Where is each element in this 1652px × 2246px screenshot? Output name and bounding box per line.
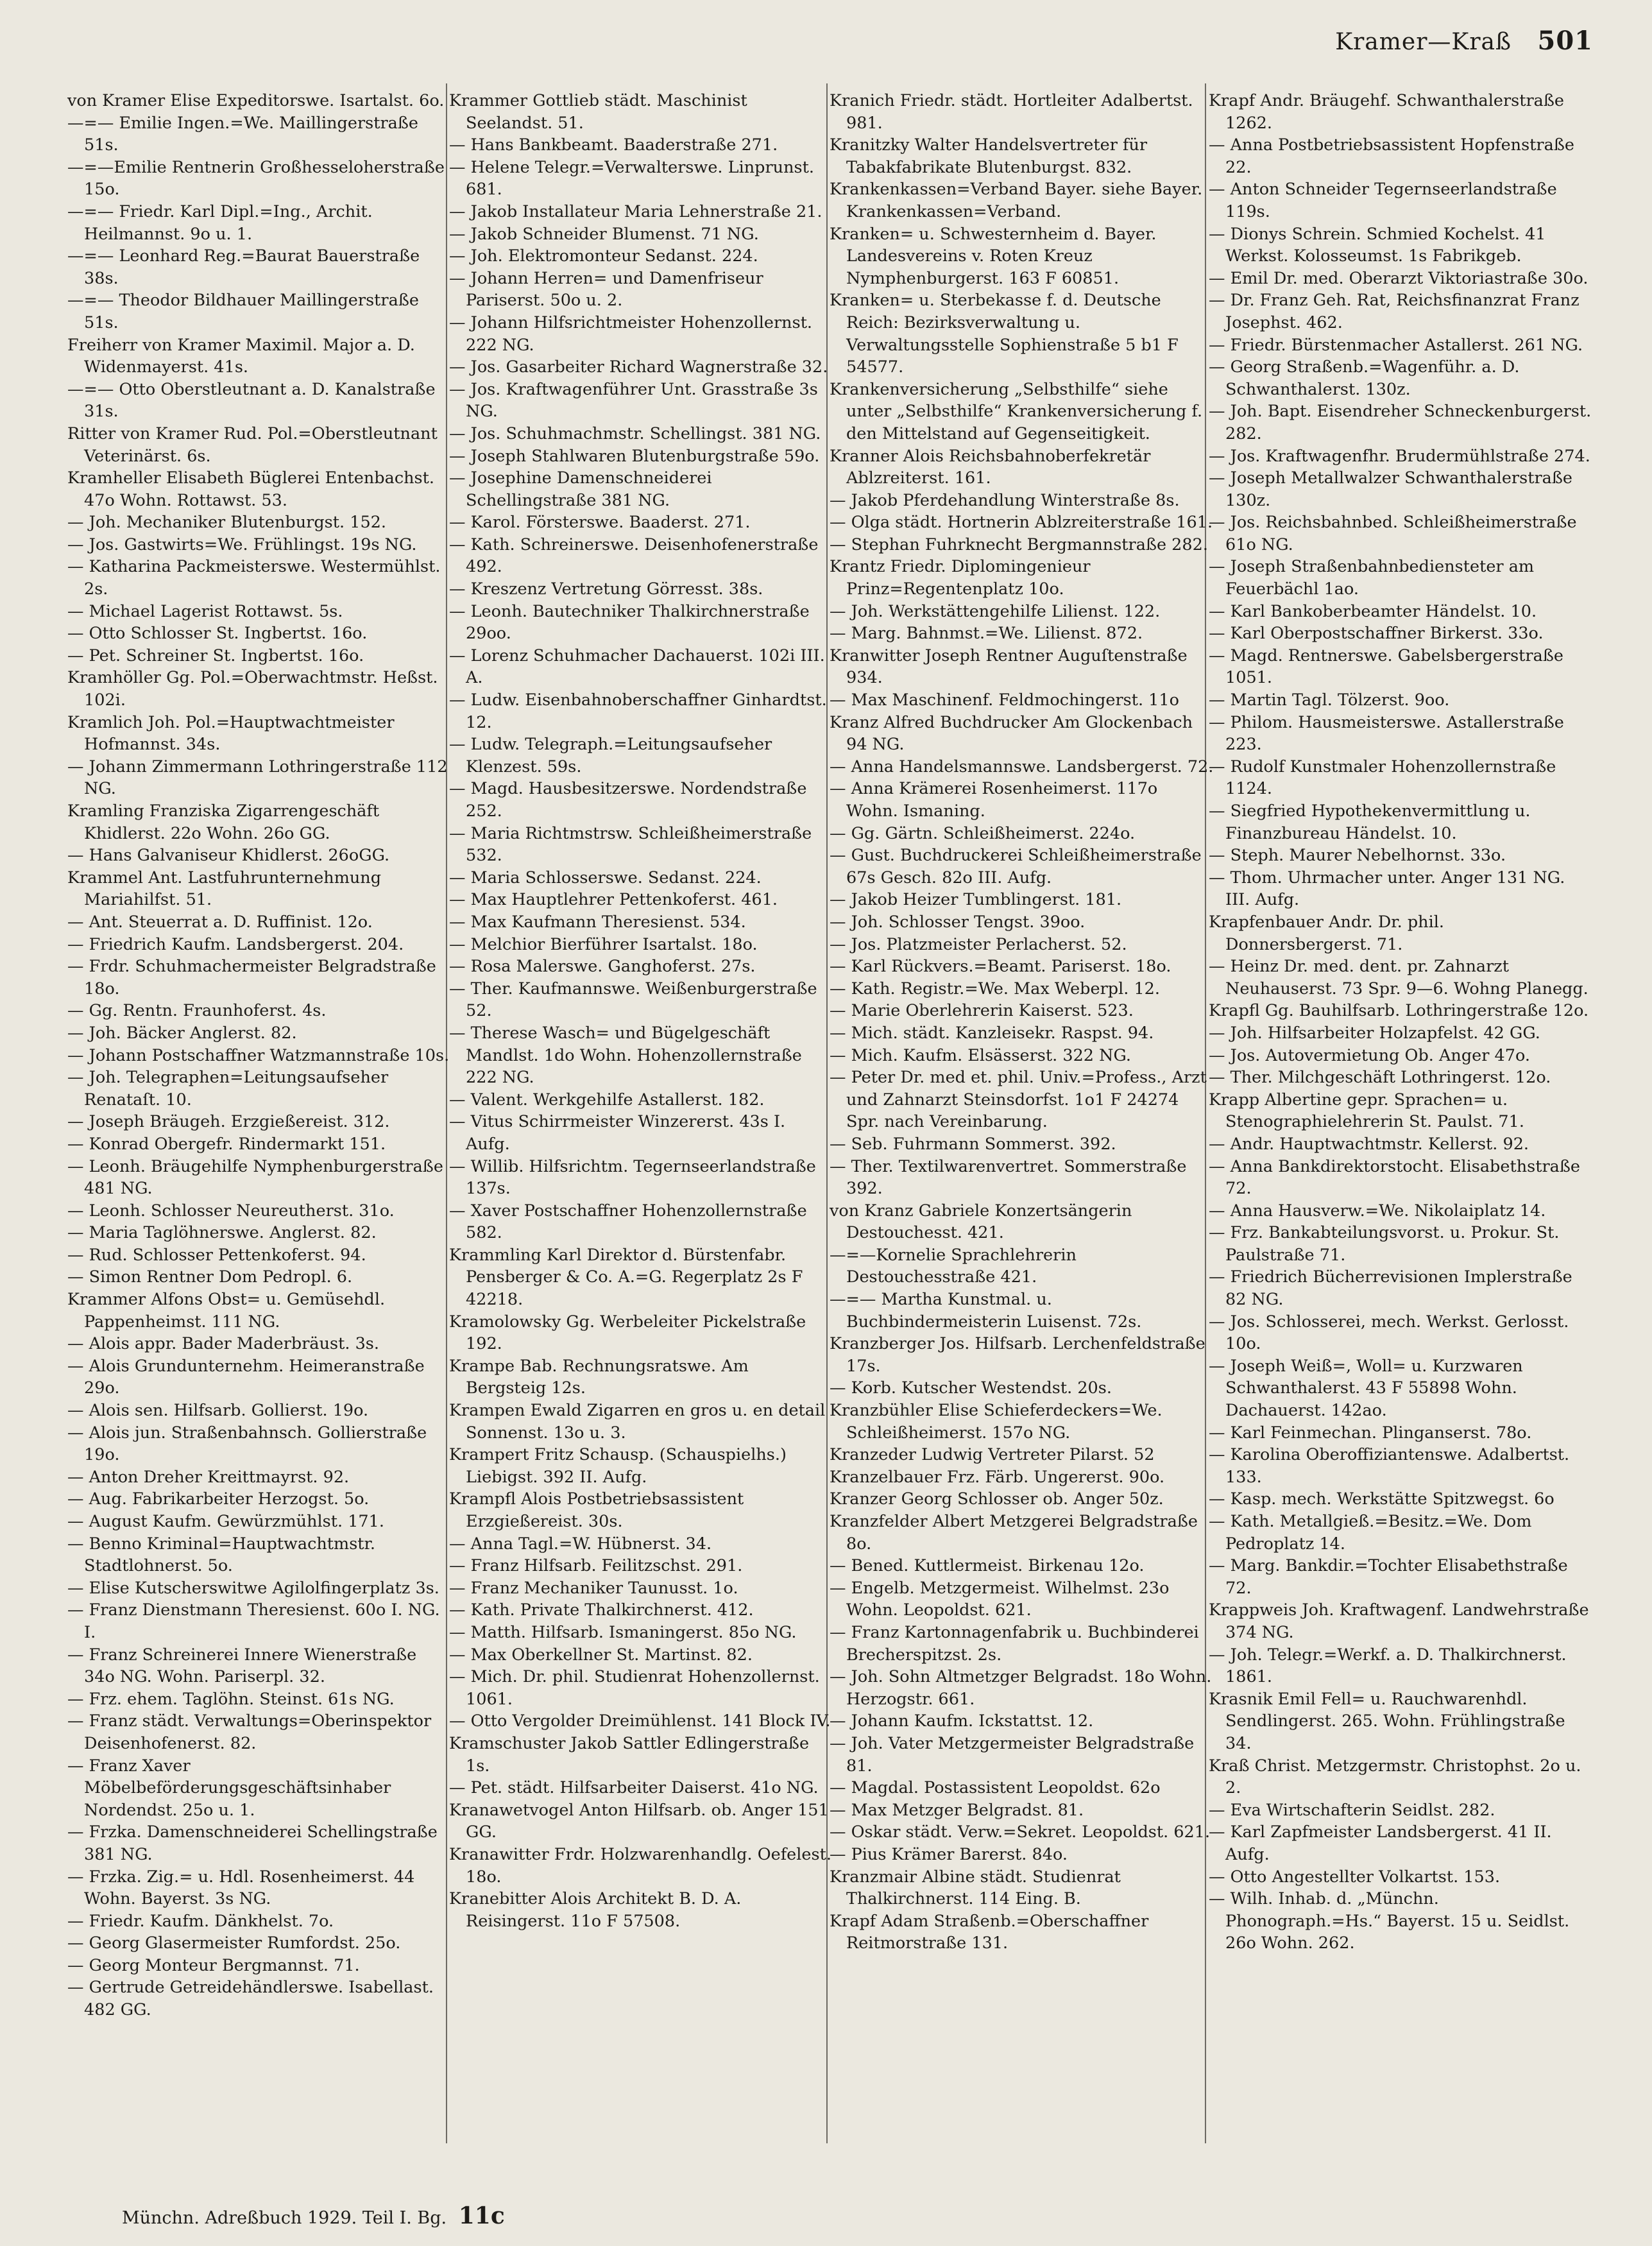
directory-entry: — Mich. städt. Kanzleisekr. Raspst. 94.: [830, 1023, 1154, 1043]
directory-entry: — Georg Monteur Bergmannst. 71.: [67, 1955, 360, 1975]
directory-entry: — Martin Tagl. Tölzerst. 9oo.: [1209, 690, 1450, 710]
directory-entry: — Joseph Stahlwaren Blutenburgstraße 59o.: [449, 446, 820, 466]
directory-entry: — Joh. Werkstättengehilfe Lilienst. 122.: [830, 601, 1161, 621]
directory-entry: — Konrad Obergefr. Rindermarkt 151.: [67, 1134, 386, 1154]
directory-entry: — Olga städt. Hortnerin Ablzreiterstraße 161.: [830, 513, 1213, 533]
directory-entry: von Kranz Gabriele Konzertsängerin Destouchesst. 421.: [830, 1201, 1132, 1243]
directory-entry: — Frz. Bankabteilungsvorst. u. Prokur. St. Paulstraße 71.: [1209, 1223, 1560, 1265]
directory-entry: Krampert Fritz Schausp. (Schauspielhs.) Liebigst. 392 II. Aufg.: [449, 1445, 787, 1487]
directory-entry: — Anna Tagl.=W. Hübnerst. 34.: [449, 1534, 712, 1554]
directory-entry: — Friedrich Kaufm. Landsbergerst. 204.: [67, 934, 404, 954]
directory-entry: — Frzka. Zig.= u. Hdl. Rosenheimerst. 44 Wohn. Bayerst. 3s NG.: [67, 1867, 415, 1909]
directory-entry: —=— Emilie Ingen.=We. Maillingerstraße 51s.: [67, 113, 418, 155]
directory-entry: Krapf Andr. Bräugehf. Schwanthalerstraße 1262.: [1209, 91, 1564, 133]
directory-entry: — Kreszenz Vertretung Görresst. 38s.: [449, 579, 763, 599]
directory-entry: — Johann Hilfsrichtmeister Hohenzollernst. 222 NG.: [449, 313, 813, 355]
directory-entry: — Matth. Hilfsarb. Ismaningerst. 85o NG.: [449, 1622, 797, 1642]
directory-entry: — Therese Wasch= und Bügelgeschäft Mandlst. 1do Wohn. Hohenzollernstraße 222 NG.: [449, 1023, 802, 1088]
directory-entry: Krankenversicherung „Selbsthilfe“ siehe unter „Selbsthilfe“ Krankenversicherung f. den Mittelstand auf Gegenseitigkeit.: [830, 379, 1203, 443]
directory-entry: — Gg. Rentn. Fraunhoferst. 4s.: [67, 1001, 327, 1021]
directory-entry: — Rudolf Kunstmaler Hohenzollernstraße 1124.: [1209, 757, 1556, 799]
directory-entry: — Steph. Maurer Nebelhornst. 33o.: [1209, 846, 1506, 866]
directory-entry: Kramhöller Gg. Pol.=Oberwachtmstr. Heßst. 102i.: [67, 668, 438, 710]
directory-entry: — Maria Richtmstrsw. Schleißheimerstraße 532.: [449, 823, 812, 866]
directory-entry: — Leonh. Bräugehilfe Nymphenburgerstraße 481 NG.: [67, 1156, 443, 1199]
directory-entry: Krappweis Joh. Kraftwagenf. Landwehrstraße 374 NG.: [1209, 1600, 1589, 1642]
directory-entry: Kranawetvogel Anton Hilfsarb. ob. Anger 151 GG.: [449, 1800, 829, 1842]
directory-entry: — Max Hauptlehrer Pettenkoferst. 461.: [449, 890, 778, 910]
directory-entry: — Joh. Mechaniker Blutenburgst. 152.: [67, 513, 387, 533]
directory-entry: Krampen Ewald Zigarren en gros u. en detail Sonnenst. 13o u. 3.: [449, 1401, 826, 1443]
signature-mark: 11c: [458, 2202, 505, 2229]
running-head: [1335, 26, 1593, 56]
directory-entry: — Xaver Postschaffner Hohenzollernstraße 582.: [449, 1201, 807, 1243]
directory-entry: Krammling Karl Direktor d. Bürstenfabr. Pensberger & Co. A.=G. Regerplatz 2s F 42218.: [449, 1245, 803, 1310]
directory-entry: — August Kaufm. Gewürzmühlst. 171.: [67, 1512, 384, 1531]
directory-entry: Kraß Christ. Metzgermstr. Christophst. 2o u. 2.: [1209, 1756, 1581, 1798]
directory-entry: — Mich. Dr. phil. Studienrat Hohenzollernst. 1061.: [449, 1667, 820, 1709]
directory-entry: — Valent. Werkgehilfe Astallerst. 182.: [449, 1090, 765, 1110]
directory-entry: — Leonh. Schlosser Neureutherst. 31o.: [67, 1201, 395, 1221]
directory-entry: —=— Martha Kunstmal. u. Buchbindermeisterin Luisenst. 72s.: [830, 1290, 1142, 1332]
directory-entry: — Seb. Fuhrmann Sommerst. 392.: [830, 1134, 1116, 1154]
directory-entry: — Andr. Hauptwachtmstr. Kellerst. 92.: [1209, 1134, 1529, 1154]
directory-entry: — Karl Oberpostschaffner Birkerst. 33o.: [1209, 624, 1544, 644]
directory-entry: — Eva Wirtschafterin Seidlst. 282.: [1209, 1800, 1495, 1820]
directory-entry: — Joseph Bräugeh. Erzgießereist. 312.: [67, 1112, 390, 1132]
directory-entry: — Karl Rückvers.=Beamt. Pariserst. 18o.: [830, 957, 1171, 977]
directory-entry: — Kath. Schreinerswe. Deisenhofenerstraße 492.: [449, 535, 819, 577]
directory-entry: — Stephan Fuhrknecht Bergmannstraße 282.: [830, 535, 1208, 554]
page-footer: [122, 2202, 505, 2229]
directory-entry: — Simon Rentner Dom Pedropl. 6.: [67, 1267, 353, 1287]
directory-entry: — Otto Schlosser St. Ingbertst. 16o.: [67, 624, 368, 644]
directory-entry: Kranzbühler Elise Schieferdeckers=We. Schleißheimerst. 157o NG.: [830, 1401, 1162, 1443]
directory-entry: — Karl Feinmechan. Plinganserst. 78o.: [1209, 1423, 1532, 1443]
directory-entry: — Otto Vergolder Dreimühlenst. 141 Block IV.: [449, 1711, 831, 1731]
directory-entry: von Kramer Elise Expeditorswe. Isartalst. 6o.: [67, 91, 445, 110]
directory-entry: — Alois sen. Hilfsarb. Gollierst. 19o.: [67, 1401, 369, 1421]
directory-entry: — Ther. Kaufmannswe. Weißenburgerstraße 52.: [449, 979, 817, 1021]
directory-entry: — Ant. Steuerrat a. D. Ruffinist. 12o.: [67, 912, 373, 932]
directory-entry: Krankenkassen=Verband Bayer. siehe Bayer. Krankenkassen=Verband.: [830, 180, 1203, 221]
directory-entry: — Jos. Platzmeister Perlacherst. 52.: [830, 934, 1127, 954]
directory-entry: — Magdal. Postassistent Leopoldst. 62o: [830, 1778, 1161, 1798]
directory-entry: — Aug. Fabrikarbeiter Herzogst. 5o.: [67, 1489, 370, 1509]
directory-entry: — Friedrich Bücherrevisionen Implerstraße 82 NG.: [1209, 1267, 1572, 1310]
directory-entry: — Joh. Bapt. Eisendreher Schneckenburgerst. 282.: [1209, 402, 1592, 443]
directory-entry: —=— Leonhard Reg.=Baurat Bauerstraße 38s.: [67, 246, 420, 288]
directory-entry: — Jakob Heizer Tumblingerst. 181.: [830, 890, 1122, 910]
directory-entry: — Frzka. Damenschneiderei Schellingstraße 381 NG.: [67, 1822, 438, 1864]
directory-entry: — Joh. Telegraphen=Leitungsaufseher Renataſt. 10.: [67, 1068, 389, 1110]
directory-entry: — Frdr. Schuhmachermeister Belgradstraße 18o.: [67, 957, 436, 999]
directory-entry: — Anna Bankdirektorstocht. Elisabethstraße 72.: [1209, 1156, 1580, 1199]
directory-entry: Kranner Alois Reichsbahnoberfekretär Ablzreiterst. 161.: [830, 446, 1151, 488]
directory-entry: — Engelb. Metzgermeist. Wilhelmst. 23o Wohn. Leopoldst. 621.: [830, 1578, 1170, 1620]
directory-entry: — Maria Schlosserswe. Sedanst. 224.: [449, 868, 762, 887]
directory-entry: — Wilh. Inhab. d. „Münchn. Phonograph.=Hs.“ Bayerst. 15 u. Seidlst. 26o Wohn. 262.: [1209, 1889, 1570, 1953]
directory-entry: — Franz Schreinerei Innere Wienerstraße 34o NG. Wohn. Pariserpl. 32.: [67, 1645, 417, 1687]
directory-entry: Kramlich Joh. Pol.=Hauptwachtmeister Hofmannst. 34s.: [67, 712, 395, 755]
directory-entry: — Joseph Weiß=, Woll= u. Kurzwaren Schwanthalerst. 43 F 55898 Wohn. Dachauerst. 142ao.: [1209, 1356, 1523, 1421]
directory-entry: — Hans Bankbeamt. Baaderstraße 271.: [449, 135, 778, 155]
directory-entry: — Maria Taglöhnerswe. Anglerst. 82.: [67, 1223, 377, 1243]
directory-entry: — Rosa Malerswe. Ganghoferst. 27s.: [449, 957, 756, 977]
directory-entry: Kranitzky Walter Handelsvertreter für Tabakfabrikate Blutenburgst. 832.: [830, 135, 1148, 177]
directory-entry: — Friedr. Bürstenmacher Astallerst. 261 NG.: [1209, 335, 1583, 355]
directory-entry: — Benno Kriminal=Hauptwachtmstr. Stadtlohnerst. 5o.: [67, 1534, 376, 1576]
directory-entry: Krapf Adam Straßenb.=Oberschaffner Reitmorstraße 131.: [830, 1911, 1149, 1953]
directory-entry: — Siegfried Hypothekenvermittlung u. Finanzbureau Händelst. 10.: [1209, 802, 1531, 843]
directory-entry: — Dr. Franz Geh. Rat, Reichsfinanzrat Franz Josephst. 462.: [1209, 291, 1580, 332]
directory-entry: — Dionys Schrein. Schmied Kochelst. 41 Werkst. Kolosseumst. 1s Fabrikgeb.: [1209, 224, 1546, 266]
directory-entry: Kranzeder Ludwig Vertreter Pilarst. 52: [830, 1445, 1155, 1465]
directory-entry: — Johann Zimmermann Lothringerstraße 112 NG.: [67, 757, 448, 799]
directory-entry: Kranzmair Albine städt. Studienrat Thalkirchnerst. 114 Eing. B.: [830, 1867, 1121, 1909]
directory-entry: — Johann Kaufm. Ickstattst. 12.: [830, 1711, 1094, 1731]
directory-entry: Krapp Albertine gepr. Sprachen= u. Stenographielehrerin St. Paulst. 71.: [1209, 1090, 1524, 1132]
directory-entry: Krammer Gottlieb städt. Maschinist Seelandst. 51.: [449, 91, 747, 133]
directory-entry: Kranebitter Alois Architekt B. D. A. Reisingerst. 11o F 57508.: [449, 1889, 742, 1931]
directory-entry: — Hans Galvaniseur Khidlerst. 26oGG.: [67, 846, 390, 866]
directory-entry: — Peter Dr. med et. phil. Univ.=Profess., Arzt und Zahnarzt Steinsdorfst. 1o1 F 24274 Spr. nach Vereinbarung.: [830, 1068, 1207, 1132]
directory-entry: Kranzberger Jos. Hilfsarb. Lerchenfeldstraße 17s.: [830, 1334, 1205, 1376]
directory-entry: — Georg Glasermeister Rumfordst. 25o.: [67, 1933, 401, 1953]
directory-entry: Kramolowsky Gg. Werbeleiter Pickelstraße 192.: [449, 1312, 806, 1354]
directory-entry: — Franz städt. Verwaltungs=Oberinspektor Deisenhofenerst. 82.: [67, 1711, 432, 1753]
directory-entry: — Joseph Metallwalzer Schwanthalerstraße 130z.: [1209, 468, 1572, 510]
directory-entry: — Jos. Gasarbeiter Richard Wagnerstraße 32.: [449, 357, 828, 377]
directory-entry: — Joh. Telegr.=Werkf. a. D. Thalkirchnerst. 1861.: [1209, 1645, 1567, 1687]
directory-entry: — Jakob Pferdehandlung Winterstraße 8s.: [830, 490, 1180, 510]
directory-entry: — Max Metzger Belgradst. 81.: [830, 1800, 1084, 1820]
directory-entry: — Joh. Vater Metzgermeister Belgradstraße 81.: [830, 1733, 1195, 1776]
directory-entry: Krapfenbauer Andr. Dr. phil. Donnersbergerst. 71.: [1209, 912, 1445, 954]
directory-entry: — Joh. Sohn Altmetzger Belgradst. 18o Wohn. Herzogstr. 661.: [830, 1667, 1212, 1709]
column-3: [830, 90, 1214, 1955]
directory-entry: Kranz Alfred Buchdrucker Am Glockenbach 94 NG.: [830, 712, 1193, 755]
directory-entry: — Kath. Metallgieß.=Besitz.=We. Dom Pedroplatz 14.: [1209, 1512, 1532, 1554]
directory-entry: — Pet. Schreiner St. Ingbertst. 16o.: [67, 646, 364, 665]
directory-entry: — Joh. Elektromonteur Sedanst. 224.: [449, 246, 758, 266]
directory-entry: — Pius Krämer Barerst. 84o.: [830, 1844, 1068, 1864]
directory-entry: — Anton Schneider Tegernseerlandstraße 119s.: [1209, 180, 1557, 221]
directory-entry: — Elise Kutscherswitwe Agilolfingerplatz 3s.: [67, 1578, 439, 1598]
directory-entry: — Pet. städt. Hilfsarbeiter Daiserst. 41o NG.: [449, 1778, 819, 1798]
footer-text: Münchn. Adreßbuch 1929. Teil I. Bg.: [122, 2208, 447, 2228]
directory-entry: — Friedr. Kaufm. Dänkhelst. 7o.: [67, 1911, 334, 1931]
directory-entry: — Willib. Hilfsrichtm. Tegernseerlandstraße 137s.: [449, 1156, 816, 1199]
directory-entry: — Jakob Schneider Blumenst. 71 NG.: [449, 224, 759, 244]
directory-entry: — Marie Oberlehrerin Kaiserst. 523.: [830, 1001, 1134, 1021]
directory-entry: — Magd. Rentnerswe. Gabelsbergerstraße 1051.: [1209, 646, 1563, 688]
directory-entry: Kramling Franziska Zigarrengeschäft Khidlerst. 22o Wohn. 26o GG.: [67, 802, 380, 843]
directory-entry: — Georg Straßenb.=Wagenführ. a. D. Schwanthalerst. 130z.: [1209, 357, 1520, 399]
directory-entry: — Frz. ehem. Taglöhn. Steinst. 61s NG.: [67, 1689, 395, 1709]
directory-entry: — Marg. Bankdir.=Tochter Elisabethstraße 72.: [1209, 1556, 1568, 1598]
directory-entry: — Jos. Schuhmachmstr. Schellingst. 381 NG.: [449, 424, 821, 443]
directory-entry: — Franz Dienstmann Theresienst. 60o I. NG. I.: [67, 1600, 440, 1642]
directory-entry: — Ther. Milchgeschäft Lothringerst. 12o.: [1209, 1068, 1551, 1088]
directory-entry: — Helene Telegr.=Verwalterswe. Linprunst. 681.: [449, 157, 814, 200]
directory-entry: — Johann Herren= und Damenfriseur Pariserst. 50o u. 2.: [449, 268, 763, 311]
directory-entry: —=— Otto Oberstleutnant a. D. Kanalstraße 31s.: [67, 379, 436, 422]
directory-entry: — Anna Krämerei Rosenheimerst. 117o Wohn. Ismaning.: [830, 779, 1158, 821]
directory-entry: — Ther. Textilwarenvertret. Sommerstraße 392.: [830, 1156, 1187, 1199]
column-1: [67, 90, 452, 2021]
directory-entry: — Joh. Hilfsarbeiter Holzapfelst. 42 GG.: [1209, 1023, 1540, 1043]
directory-entry: — Franz Xaver Möbelbeförderungsgeschäftsinhaber Nordendst. 25o u. 1.: [67, 1756, 391, 1820]
directory-entry: — Franz Mechaniker Taunusst. 1o.: [449, 1578, 738, 1598]
directory-entry: — Karl Zapfmeister Landsbergerst. 41 II. Aufg.: [1209, 1822, 1552, 1864]
column-2: [449, 90, 834, 1932]
directory-entry: — Joh. Schlosser Tengst. 39oo.: [830, 912, 1086, 932]
directory-entry: — Marg. Bahnmst.=We. Lilienst. 872.: [830, 624, 1143, 644]
directory-entry: — Anna Postbetriebsassistent Hopfenstraße 22.: [1209, 135, 1574, 177]
directory-entry: Kranzer Georg Schlosser ob. Anger 50z.: [830, 1489, 1164, 1509]
directory-entry: — Gertrude Getreidehändlerswe. Isabellast. 482 GG.: [67, 1978, 434, 2020]
directory-entry: — Jos. Kraftwagenfhr. Brudermühlstraße 274.: [1209, 446, 1590, 466]
directory-entry: — Jos. Autovermietung Ob. Anger 47o.: [1209, 1045, 1530, 1065]
directory-entry: — Magd. Hausbesitzerswe. Nordendstraße 252.: [449, 779, 807, 821]
directory-entry: — Max Maschinenf. Feldmochingerst. 11o: [830, 690, 1179, 710]
directory-entry: — Alois appr. Bader Maderbräust. 3s.: [67, 1334, 379, 1354]
directory-entry: — Mich. Kaufm. Elsässerst. 322 NG.: [830, 1045, 1132, 1065]
directory-entry: — Johann Postschaffner Watzmannstraße 10s.: [67, 1045, 450, 1065]
directory-entry: Krammer Alfons Obst= u. Gemüsehdl. Pappenheimst. 111 NG.: [67, 1290, 386, 1332]
directory-entry: — Max Oberkellner St. Martinst. 82.: [449, 1645, 753, 1665]
directory-entry: — Korb. Kutscher Westendst. 20s.: [830, 1378, 1112, 1398]
directory-entry: Krampe Bab. Rechnungsratswe. Am Bergsteig 12s.: [449, 1356, 749, 1398]
directory-entry: — Kasp. mech. Werkstätte Spitzwegst. 6o: [1209, 1489, 1554, 1509]
directory-entry: — Michael Lagerist Rottawst. 5s.: [67, 601, 343, 621]
directory-entry: Kranken= u. Schwesternheim d. Bayer. Landesvereins v. Roten Kreuz Nymphenburgerst. 163 F 60851.: [830, 224, 1157, 288]
directory-entry: — Ludw. Eisenbahnoberschaffner Ginhardtst. 12.: [449, 690, 827, 732]
directory-entry: Kranzelbauer Frz. Färb. Ungererst. 90o.: [830, 1467, 1165, 1487]
directory-entry: — Franz Kartonnagenfabrik u. Buchbinderei Brecherspitzst. 2s.: [830, 1622, 1199, 1665]
directory-entry: — Karolina Oberoffiziantenswe. Adalbertst. 133.: [1209, 1445, 1570, 1487]
directory-entry: — Kath. Registr.=We. Max Weberpl. 12.: [830, 979, 1161, 999]
directory-entry: — Heinz Dr. med. dent. pr. Zahnarzt Neuhauserst. 73 Spr. 9—6. Wohng Planegg.: [1209, 957, 1588, 999]
directory-entry: —=— Theodor Bildhauer Maillingerstraße 51s.: [67, 291, 419, 332]
directory-entry: — Emil Dr. med. Oberarzt Viktoriastraße 30o.: [1209, 268, 1588, 288]
page-number: 501: [1537, 26, 1593, 56]
directory-entry: — Franz Hilfsarb. Feilitzschst. 291.: [449, 1556, 743, 1576]
directory-entry: Kranwitter Joseph Rentner Auguſtenstraße 934.: [830, 646, 1188, 688]
directory-entry: — Alois jun. Straßenbahnsch. Gollierstraße 19o.: [67, 1423, 427, 1465]
directory-entry: Kramschuster Jakob Sattler Edlingerstraße 1s.: [449, 1733, 810, 1776]
directory-entry: — Josephine Damenschneiderei Schellingstraße 381 NG.: [449, 468, 712, 510]
directory-entry: — Ludw. Telegraph.=Leitungsaufseher Klenzest. 59s.: [449, 735, 772, 776]
directory-entry: Kranawitter Frdr. Holzwarenhandlg. Oefelest. 18o.: [449, 1844, 831, 1887]
directory-entry: — Jakob Installateur Maria Lehnerstraße 21.: [449, 201, 822, 221]
directory-entry: — Joseph Straßenbahnbediensteter am Feuerbächl 1ao.: [1209, 557, 1535, 599]
directory-entry: — Karl Bankoberbeamter Händelst. 10.: [1209, 601, 1537, 621]
directory-entry: Kranken= u. Sterbekasse f. d. Deutsche Reich: Bezirksverwaltung u. Verwaltungsstelle Sophienstraße 5 b1 F 54577.: [830, 291, 1179, 377]
directory-entry: — Otto Angestellter Volkartst. 153.: [1209, 1867, 1501, 1887]
directory-entry: Krammel Ant. Lastfuhrunternehmung Mariahilfst. 51.: [67, 868, 382, 910]
directory-entry: Freiherr von Kramer Maximil. Major a. D. Widenmayerst. 41s.: [67, 335, 415, 377]
directory-entry: — Gust. Buchdruckerei Schleißheimerstraße 67s Gesch. 82o III. Aufg.: [830, 846, 1202, 887]
directory-entry: — Anton Dreher Kreittmayrst. 92.: [67, 1467, 350, 1487]
directory-entry: —=—Kornelie Sprachlehrerin Destouchesstraße 421.: [830, 1245, 1077, 1287]
directory-entry: — Vitus Schirrmeister Winzererst. 43s I. Aufg.: [449, 1112, 786, 1154]
directory-entry: — Anna Handelsmannswe. Landsbergerst. 72.: [830, 757, 1214, 776]
directory-entry: —=— Friedr. Karl Dipl.=Ing., Archit. Heilmannst. 9o u. 1.: [67, 201, 373, 244]
directory-entry: — Kath. Private Thalkirchnerst. 412.: [449, 1600, 754, 1620]
directory-entry: — Melchior Bierführer Isartalst. 18o.: [449, 934, 758, 954]
directory-entry: — Philom. Hausmeisterswe. Astallerstraße 223.: [1209, 712, 1564, 755]
directory-entry: Krasnik Emil Fell= u. Rauchwarenhdl. Sendlingerst. 265. Wohn. Frühlingstraße 34.: [1209, 1689, 1565, 1753]
directory-entry: Kranzfelder Albert Metzgerei Belgradstraße 8o.: [830, 1512, 1198, 1554]
directory-entry: — Bened. Kuttlermeist. Birkenau 12o.: [830, 1556, 1145, 1576]
directory-entry: — Lorenz Schuhmacher Dachauerst. 102i III. A.: [449, 646, 825, 688]
directory-entry: — Anna Hausverw.=We. Nikolaiplatz 14.: [1209, 1201, 1546, 1221]
directory-entry: Kramheller Elisabeth Büglerei Entenbachst. 47o Wohn. Rottawst. 53.: [67, 468, 434, 510]
directory-entry: — Gg. Gärtn. Schleißheimerst. 224o.: [830, 823, 1136, 843]
directory-entry: — Katharina Packmeisterswe. Westermühlst. 2s.: [67, 557, 441, 599]
directory-entry: — Max Kaufmann Theresienst. 534.: [449, 912, 746, 932]
directory-entry: Krantz Friedr. Diplomingenieur Prinz=Regentenplatz 10o.: [830, 557, 1091, 599]
directory-entry: — Jos. Gastwirts=We. Frühlingst. 19s NG.: [67, 535, 417, 554]
directory-entry: — Thom. Uhrmacher unter. Anger 131 NG. III. Aufg.: [1209, 868, 1565, 910]
directory-entry: Kranich Friedr. städt. Hortleiter Adalbertst. 981.: [830, 91, 1193, 133]
directory-entry: — Jos. Kraftwagenführer Unt. Grasstraße 3s NG.: [449, 379, 818, 422]
directory-entry: — Jos. Schlosserei, mech. Werkst. Gerlosst. 10o.: [1209, 1312, 1569, 1354]
directory-entry: Krampfl Alois Postbetriebsassistent Erzgießereist. 30s.: [449, 1489, 744, 1531]
page-range: Kramer—Kraß: [1335, 29, 1512, 55]
directory-entry: — Karol. Försterswe. Baaderst. 271.: [449, 513, 751, 533]
directory-entry: — Rud. Schlosser Pettenkoferst. 94.: [67, 1245, 366, 1265]
directory-entry: — Leonh. Bautechniker Thalkirchnerstraße 29oo.: [449, 601, 810, 644]
directory-entry: — Jos. Reichsbahnbed. Schleißheimerstraße 61o NG.: [1209, 513, 1577, 554]
directory-entry: — Alois Grundunternehm. Heimeranstraße 29o.: [67, 1356, 425, 1398]
directory-entry: — Oskar städt. Verw.=Sekret. Leopoldst. 621.: [830, 1822, 1211, 1842]
directory-entry: —=—Emilie Rentnerin Großhesseloherstraße 15o.: [67, 157, 445, 200]
directory-entry: — Joh. Bäcker Anglerst. 82.: [67, 1023, 297, 1043]
column-4: [1209, 90, 1594, 1955]
directory-entry: Ritter von Kramer Rud. Pol.=Oberstleutnant Veterinärst. 6s.: [67, 424, 438, 466]
directory-entry: Krapfl Gg. Bauhilfsarb. Lothringerstraße 12o.: [1209, 1001, 1589, 1021]
